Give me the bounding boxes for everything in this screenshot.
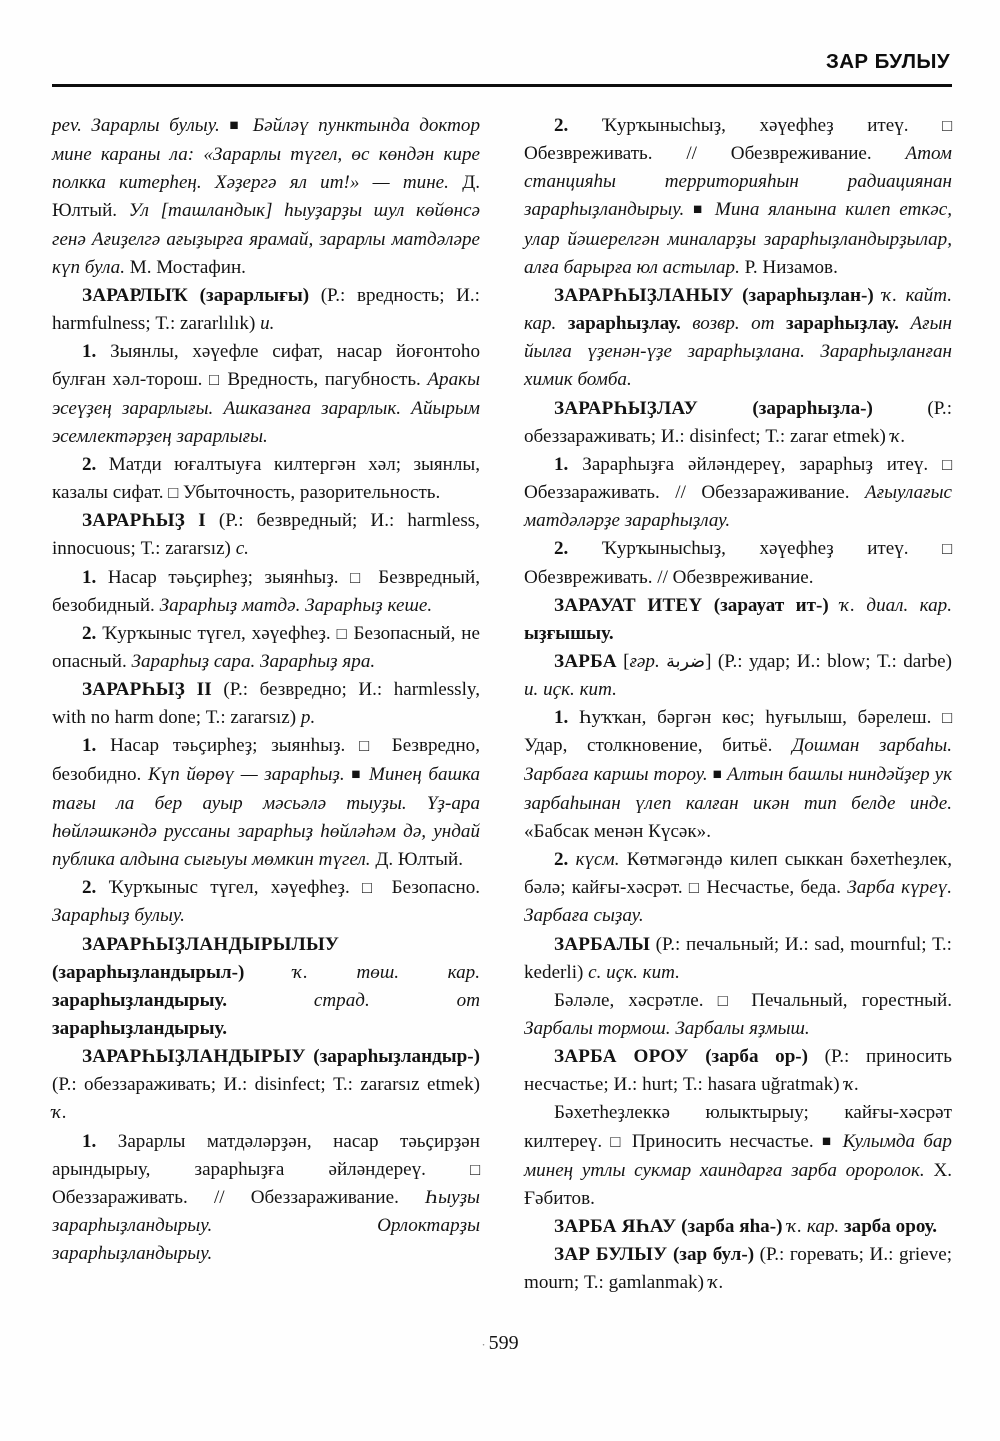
gloss-ru: приносить несчастье; [524,1046,952,1096]
open-square-marker-icon [470,1159,480,1180]
sense-examples: Зарарһыҙ булыу. [52,905,185,927]
sense-number: 2. [554,849,569,871]
citation-text: Алтын башлы ниндәйҙер ук зарбаһынан үлеп калған икән тип белде инде. [524,763,952,814]
sense-russian: Приносить несчастье. [631,1130,814,1152]
gloss-en: grieve; mourn; [524,1244,953,1294]
sense [52,1128,480,1269]
running-head [52,52,952,98]
open-square-marker-icon [337,623,348,644]
sense-number: 1. [554,707,569,729]
cross-reference: ыҙғышыу. [524,622,614,644]
gloss-ru: безвредный; [256,510,358,532]
gloss-en: hurt; [642,1074,679,1096]
gloss-ru: печальный; [685,933,780,955]
citation-author: Д. Юлтый. [375,849,463,871]
citation-text: Кулымда бар минең утлы сукмар хаиндарға зарба ороролок. [524,1130,952,1181]
sense-russian: Безвредно, безобидно. [52,735,480,785]
sense-definition: Һуҡҡан, бәргән көс; һуғылыш, бәрелеш. [579,707,932,729]
sense-examples: Аракы эсеүҙең зарарлығы. Ашказанға зарарлык. Айырым эсемлектәрҙең зарарлығы. [52,369,481,447]
citation-text: Бәйләү пунктында доктор мине караны ла: «Зарарлы түгел, өс көндән кире полкка китерһең. Хәҙергә ял ит!» — тине. [52,115,480,194]
sense-number: 2. [554,538,569,560]
cross-reference-ru: зарарһыҙландырыу. [52,1018,227,1039]
open-square-marker-icon [942,707,952,728]
gloss-tr: gamlanmak) [608,1272,704,1294]
part-of-speech: с. иҫк. кит. [588,961,680,983]
citation-author: Р. Низамов. [744,256,838,278]
entry-continuation-zararly-bulyu [52,112,480,282]
sense [52,338,480,451]
sense-russian: Обеззараживать. // Обеззараживание. [52,1186,399,1208]
column-right [524,112,952,1312]
gloss-tr-label: Т.: [932,933,952,955]
gloss-en-label: И.: [370,510,395,532]
sense-number: 1. [554,453,569,475]
sense-russian: Убыточность, разорительность. [183,482,441,504]
gloss-tr-label: Т.: [333,1074,353,1096]
gloss-en: harmlessly, with no harm done; [52,679,480,729]
sense-definition: Ҡурҡыныс түгел, хәүефһеҙ. [102,622,331,644]
gloss-tr-label: Т.: [765,425,786,447]
sense-number: 1. [82,341,97,363]
sense-russian: Вредность, пагубность. [227,369,421,391]
dictionary-entry-zararhyz-1: ЗАРАРҺЫҘ I (Р.: безвредный; И.: harmless, innocuous; Т.: zararsız) с. [52,510,480,560]
gloss-tr: hasara uğratmak) [707,1074,840,1096]
gloss-ru-label: Р.: [724,650,743,672]
sense-number: 2. [82,453,97,475]
part-of-speech: ҡ. [844,1074,860,1096]
dictionary-entry-zararlyk: ЗАРАРЛЫҠ (зарарлығы) (Р.: вредность; И.: harmfulness; Т.: zararlılık) и. [52,284,480,335]
part-of-speech: ҡ. [882,284,898,306]
gloss-en: harmfulness; [52,313,151,335]
headword-stem: (зарарһыҙла-) [752,397,873,419]
headword: ЗАРАРҺЫҘ I [82,510,206,532]
sense [52,564,480,620]
gloss-tr: kederli) [524,961,584,983]
open-square-marker-icon [359,735,378,756]
etymology-label: ғәр. [629,650,660,672]
headword: ЗАРБА ЯҺАУ [554,1216,677,1238]
sense-number: 2. [554,115,569,136]
headword: ЗАРАРЛЫҠ [82,284,189,306]
headword: ЗАРАРҺЫҘ II [82,679,212,701]
dictionary-entry-zararhyzlandyrylyu [52,931,480,1044]
sense-number: 1. [82,1130,97,1152]
gloss-tr-label: Т.: [140,538,161,560]
sense-russian: Безвредный, безобидный. [52,566,480,616]
open-square-marker-icon [718,990,737,1011]
part-of-speech: ҡ. [840,594,855,616]
sense [52,874,480,930]
open-square-marker-icon [689,877,700,898]
citation-author: Х. Ғәбитов. [524,1159,952,1209]
headword-stem: (зарба яһа-) [681,1216,783,1238]
sense [524,987,952,1043]
gloss-ru: обеззараживать; [524,425,657,447]
usage-label: төш. кар. [356,961,481,983]
dictionary-entry-zararhyz-2: ЗАРАРҺЫҘ II (Р.: безвредно; И.: harmlessly, with no harm done; Т.: zararsız) р. [52,679,480,729]
sense-definition: Матди юғалтыуға килтергән хәл; зыянлы, казалы сифат. [52,453,481,504]
sense-number: 2. [82,622,97,644]
dictionary-entry-zarba-orou: ЗАРБА ОРОУ (зарба ор-) (Р.: приносить несчастье; И.: hurt; Т.: hasara uğratmak) ҡ. [524,1046,952,1096]
sense-examples: Ағыулағыс матдәләрҙе зарарһыҙлау. [524,482,952,532]
sense [52,620,480,676]
part-of-speech: ҡ. [787,1216,803,1238]
open-square-marker-icon [168,482,178,503]
gloss-en-label: И.: [869,1244,894,1266]
headword: ЗАРАРҺЫҘЛАНЫУ [554,284,734,306]
header-rule [52,84,952,87]
open-square-marker-icon [610,1131,623,1152]
sense-number: 1. [82,735,97,757]
dictionary-entry-zarba: ЗАРБА [ғәр. ضربة] (Р.: удар; И.: blow; Т.: darbe) и. иҫк. кит. [524,650,953,701]
sense-examples: Зарарһыҙ сара. Зарарһыҙ яра. [131,650,376,672]
sense-russian: Печальный, горестный. [751,989,953,1011]
headword: ЗАРАРҺЫҘЛАУ [554,397,698,419]
sense-definition: Ҡурҡыныс түгел, хәүефһеҙ. [108,877,350,899]
entry-continuation-sense [524,112,952,282]
filled-square-marker-icon [693,199,706,220]
sense-russian: Обеззараживать. // Обеззараживание. [524,482,850,504]
gloss-tr: zararsız) [165,538,231,560]
gloss-ru-label: Р.: [327,284,346,306]
citation-author: Д. Юлтый. [52,172,480,222]
dictionary-entry-zar-bulyu: ЗАР БУЛЫУ (зар бул-) (Р.: горевать; И.: grieve; mourn; Т.: gamlanmak) ҡ. [524,1244,953,1294]
sense-russian: Несчастье, беда. [706,877,842,899]
gloss-ru: обеззараживать; [84,1074,217,1096]
gloss-tr: zararsız etmek) [360,1074,481,1096]
headword: ЗАРБА ОРОУ [554,1046,689,1068]
open-square-marker-icon [350,567,367,588]
sense-examples: Һыуҙы зарарһыҙландырыу. Орлоктарҙы зарарһыҙландырыу. [52,1186,480,1265]
gloss-ru-label: Р.: [662,933,681,955]
sense [524,451,952,535]
citation-author: «Бабсак менән Күсәк». [524,820,712,842]
sense-examples: Зарба күреү. Зарбаға сыҙау. [524,877,953,927]
gloss-ru: вредность; [356,284,445,306]
sense [524,1099,952,1213]
gloss-tr-label: Т.: [583,1272,604,1294]
open-square-marker-icon [942,538,952,559]
gloss-en-label: И.: [796,650,821,672]
gloss-en-label: И.: [613,1074,638,1096]
page-number: 599 [488,1332,519,1354]
sense [52,732,480,874]
sense-definition: Насар тәьҫирһеҙ; зыянһыҙ. [110,735,346,757]
gloss-en-label: И.: [660,425,685,447]
gloss-tr-label: Т.: [155,313,176,335]
gloss-tr: zararsız) [230,707,297,729]
sense-examples: Зарбалы тормош. Зарбалы яҙмыш. [524,1018,810,1039]
headword-stem: (зарба ор-) [705,1046,809,1068]
sense-examples: Ағын йылға үҙенән-үҙе зарарһыҙлана. Зарарһыҙланған химик бомба. [524,313,952,391]
usage-label: кар. [806,1216,840,1238]
open-square-marker-icon [209,369,221,390]
dictionary-entry-zararhyzlandyryu: ЗАРАРҺЫҘЛАНДЫРЫУ (зарарһыҙландыр-) (Р.: обеззараживать; И.: disinfect; Т.: zararsız etmek) ҡ. [52,1046,481,1124]
gloss-ru-label: Р.: [766,1244,785,1266]
gloss-ru: безвредно; [259,679,347,701]
part-of-speech: с. [235,538,249,560]
gloss-en-label: И.: [784,933,809,955]
part-of-speech: ҡ. [708,1272,724,1294]
gloss-en: harmless, innocuous; [52,510,480,560]
gloss-ru-label: Р.: [933,397,952,419]
sense [524,704,952,846]
usage-label: диал. кар. [866,594,952,616]
part-of-speech: ҡ. [293,961,308,983]
sense-definition: Ҡурҡынысһыҙ, хәүефһеҙ итеү. [601,115,909,136]
gloss-tr-label: Т.: [682,1074,703,1096]
gloss-en-label: И.: [456,284,480,306]
headword-stem: (зарарһыҙландырыл-) [52,961,245,983]
dictionary-entry-zarbaly: ЗАРБАЛЫ (Р.: печальный; И.: sad, mournful; Т.: kederli) с. иҫк. кит. [524,933,952,983]
etymology-arabic-script: ضربة [666,651,706,672]
sense-definition: Көтмәгәндә килеп сыккан бәхетһеҙлек, бәлә; кайғы-хәсрәт. [524,849,952,899]
headword: ЗАРАРҺЫҘЛАНДЫРЫЛЫУ [82,933,340,955]
sense-number: 2. [82,877,97,899]
filled-square-marker-icon [351,764,362,785]
headword-stem: (зарауат ит-) [713,594,829,616]
sense [52,451,480,507]
sense-label: күсм. [575,849,620,871]
sense-russian: Обезвреживать. // Обезвреживание. [524,143,872,165]
filled-square-marker-icon [822,1131,835,1152]
sense [524,535,952,591]
headword: ЗАРБА [554,650,617,672]
sense-russian: Обезвреживать. // Обезвреживание. [524,566,814,588]
gloss-en-label: И.: [358,679,383,701]
sense-examples: Күп йөрөү — зарарһыҙ. [147,763,345,785]
dictionary-entry-zarauat-iteu [524,592,952,648]
gloss-en: blow; [827,650,871,672]
part-of-speech: ҡ. [52,1102,67,1124]
sense-definition: Зарарһыҙға әйләндереү, зарарһыҙ итеү. [582,453,929,475]
open-square-marker-icon [362,877,379,898]
running-head-title: ЗАР БУЛЫУ [825,50,950,73]
gloss-ru: горевать; [789,1244,864,1266]
sense-definition: Бәхетһеҙлеккә юлыктырыу; кайғы-хәсрәт килтереү. [524,1102,952,1152]
usage-label: кайт. кар. [524,284,952,335]
gloss-ru-label: Р.: [831,1046,850,1068]
sense-examples: Зарарһыҙ матдә. Зарарһыҙ кеше. [159,594,433,616]
gloss-tr: zarar etmek) [789,425,886,447]
page-number-area [0,1332,1000,1355]
sense-russian: Безопасно. [391,877,481,899]
gloss-ru-label: Р.: [58,1074,77,1096]
cross-reference: зарба ороу. [843,1216,938,1238]
filled-square-marker-icon [713,764,722,785]
gloss-tr-label: Т.: [205,707,226,729]
headword-stem: (зар бул-) [672,1244,755,1266]
cross-reference: зарарһыҙлау. [567,313,681,335]
sense-examples: Атом станцияһы территорияһын радиациянан зарарһыҙландырыу. [524,143,952,221]
gloss-tr-label: Т.: [876,650,897,672]
sense-definition: Бәләле, хәсрәтле. [554,989,704,1011]
headword: ЗАРАРҺЫҘЛАНДЫРЫУ [82,1046,306,1068]
gloss-tr: darbe) [903,650,953,672]
usage-label-ru: возвр. от [692,313,775,335]
dictionary-entry-zarba-yahau [524,1213,952,1241]
citation-text: Минең башка тағы ла бер ауыр мәсьәлә тыуҙы. Үҙ-ара һөйләшкәндә руссаны зарарһыҙ һөйләһәм дә, ундай публика алдына сығыуы мөмкин түгел. [52,763,481,871]
headword: ЗАРБАЛЫ [554,933,651,955]
headword: ЗАР БУЛЫУ [554,1244,668,1266]
open-square-marker-icon [942,115,952,136]
headword-stem: (зарарлығы) [199,284,310,306]
gloss-ru-label: Р.: [229,679,249,701]
cross-reference-ru: зарарһыҙлау. [786,313,899,335]
part-of-speech: ҡ. [890,425,906,447]
gloss-en-label: И.: [223,1074,248,1096]
cross-reference: зарарһыҙландырыу. [52,989,227,1011]
part-of-speech: и. иҫк. кит. [524,679,617,701]
sense-examples: Дошман зарбаһы. Зарбаға каршы тороу. [524,735,952,785]
sense-definition: Насар тәьҫирһеҙ; зыянһыҙ. [107,566,339,588]
filled-square-marker-icon [229,115,243,136]
sense-russian: Удар, столкновение, битьё. [524,735,773,757]
citation-text-2: Ул [ташландык] һыуҙарҙы шул көйөнсә генә Ағиҙелгә ағыҙырға ярамай, зарарлы матдәләре күп була. [52,200,480,278]
gloss-en: disinfect; [254,1074,326,1096]
gloss-ru: удар; [748,650,791,672]
part-of-speech: р. [300,707,316,729]
sense-russian: Безопасный, не опасный. [52,622,480,672]
continuation-lead: рev. Зарарлы булыу. [52,115,220,136]
sense-number: 1. [82,566,97,588]
body-columns [52,112,952,1312]
citation-author-2: М. Мостафин. [129,256,246,278]
headword-stem: (зарарһыҙландыр-) [313,1046,480,1068]
column-left [52,112,480,1312]
gloss-tr: zararlılık) [180,313,256,335]
sense [524,846,952,930]
gloss-en: sad, mournful; [814,933,927,955]
folio-dot: · [481,1337,486,1352]
gloss-ru-label: Р.: [225,510,244,532]
part-of-speech: и. [260,313,275,335]
gloss-en: disinfect; [689,425,761,447]
dictionary-entry-zararhyzlau: ЗАРАРҺЫҘЛАУ (зарарһыҙла-) (Р.: обеззараживать; И.: disinfect; Т.: zarar etmek) ҡ. [524,397,952,447]
headword-stem: (зарарһыҙлан-) [742,284,874,306]
headword: ЗАРАУАТ ИТЕҮ [554,594,703,616]
open-square-marker-icon [942,454,952,475]
sense-definition: Зыянлы, хәүефле сифат, насар йоғонтоһо булған хәл-торош. [52,341,480,391]
sense-definition: Ҡурҡынысһыҙ, хәүефһеҙ итеү. [601,538,909,560]
usage-label-ru: страд. от [313,989,480,1011]
dictionary-entry-zararhyzlanyu [524,282,952,395]
sense-definition: Зарарлы матдәләрҙән, насар тәьҫирҙән арындырыу, зарарһыҙға әйләндереү. [52,1130,480,1180]
citation-text: Мина яланына килеп еткәс, улар йәшерелгән миналарҙы зарарһыҙландырҙылар, алға барырға юл астылар. [524,199,952,278]
